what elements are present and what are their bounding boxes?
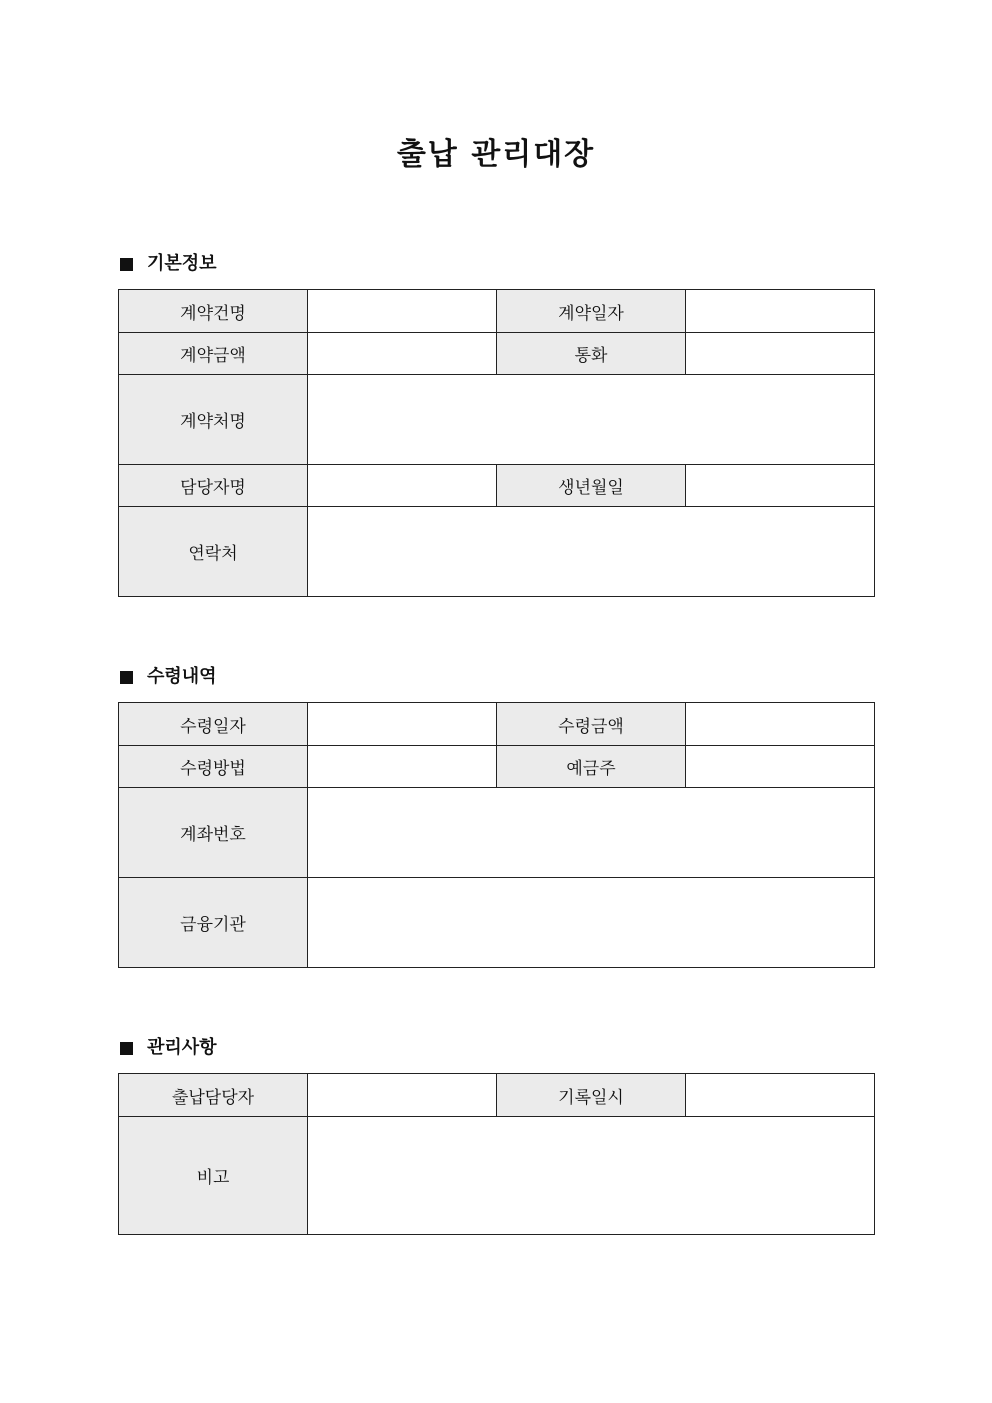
square-bullet-icon bbox=[120, 1042, 133, 1055]
section-heading-text: 기본정보 bbox=[147, 253, 217, 274]
square-bullet-icon bbox=[120, 258, 133, 271]
receipt-method-label: 수령방법 bbox=[119, 746, 308, 788]
receipt-amount-field[interactable] bbox=[686, 703, 875, 746]
section-heading-text: 수령내역 bbox=[147, 666, 217, 687]
financial-institution-label: 금융기관 bbox=[119, 878, 308, 968]
contract-name-label: 계약건명 bbox=[119, 290, 308, 333]
account-number-label: 계좌번호 bbox=[119, 788, 308, 878]
contract-date-label: 계약일자 bbox=[497, 290, 686, 333]
section-heading-text: 관리사항 bbox=[147, 1037, 217, 1058]
manager-name-label: 담당자명 bbox=[119, 465, 308, 507]
basic-info-table bbox=[118, 289, 875, 597]
contract-amount-label: 계약금액 bbox=[119, 333, 308, 375]
record-datetime-field[interactable] bbox=[686, 1074, 875, 1117]
section-heading-management bbox=[118, 1036, 217, 1060]
account-number-field[interactable] bbox=[308, 788, 875, 878]
contractor-name-label: 계약처명 bbox=[119, 375, 308, 465]
receipt-date-field[interactable] bbox=[308, 703, 497, 746]
cashier-field[interactable] bbox=[308, 1074, 497, 1117]
account-holder-label: 예금주 bbox=[497, 746, 686, 788]
currency-field[interactable] bbox=[686, 333, 875, 375]
receipt-date-label: 수령일자 bbox=[119, 703, 308, 746]
birth-date-field[interactable] bbox=[686, 465, 875, 507]
account-holder-field[interactable] bbox=[686, 746, 875, 788]
contact-field[interactable] bbox=[308, 507, 875, 597]
contact-label: 연락처 bbox=[119, 507, 308, 597]
birth-date-label: 생년월일 bbox=[497, 465, 686, 507]
contractor-name-field[interactable] bbox=[308, 375, 875, 465]
management-table bbox=[118, 1073, 875, 1235]
square-bullet-icon bbox=[120, 671, 133, 684]
receipt-method-field[interactable] bbox=[308, 746, 497, 788]
section-heading-receipt bbox=[118, 665, 217, 689]
remarks-label: 비고 bbox=[119, 1117, 308, 1235]
currency-label: 통화 bbox=[497, 333, 686, 375]
remarks-field[interactable] bbox=[308, 1117, 875, 1235]
financial-institution-field[interactable] bbox=[308, 878, 875, 968]
manager-name-field[interactable] bbox=[308, 465, 497, 507]
contract-date-field[interactable] bbox=[686, 290, 875, 333]
receipt-table bbox=[118, 702, 875, 968]
contract-amount-field[interactable] bbox=[308, 333, 497, 375]
section-heading-basic-info bbox=[118, 252, 217, 276]
cashier-label: 출납담당자 bbox=[119, 1074, 308, 1117]
contract-name-field[interactable] bbox=[308, 290, 497, 333]
receipt-amount-label: 수령금액 bbox=[497, 703, 686, 746]
document-title: 출납 관리대장 bbox=[396, 137, 596, 172]
record-datetime-label: 기록일시 bbox=[497, 1074, 686, 1117]
